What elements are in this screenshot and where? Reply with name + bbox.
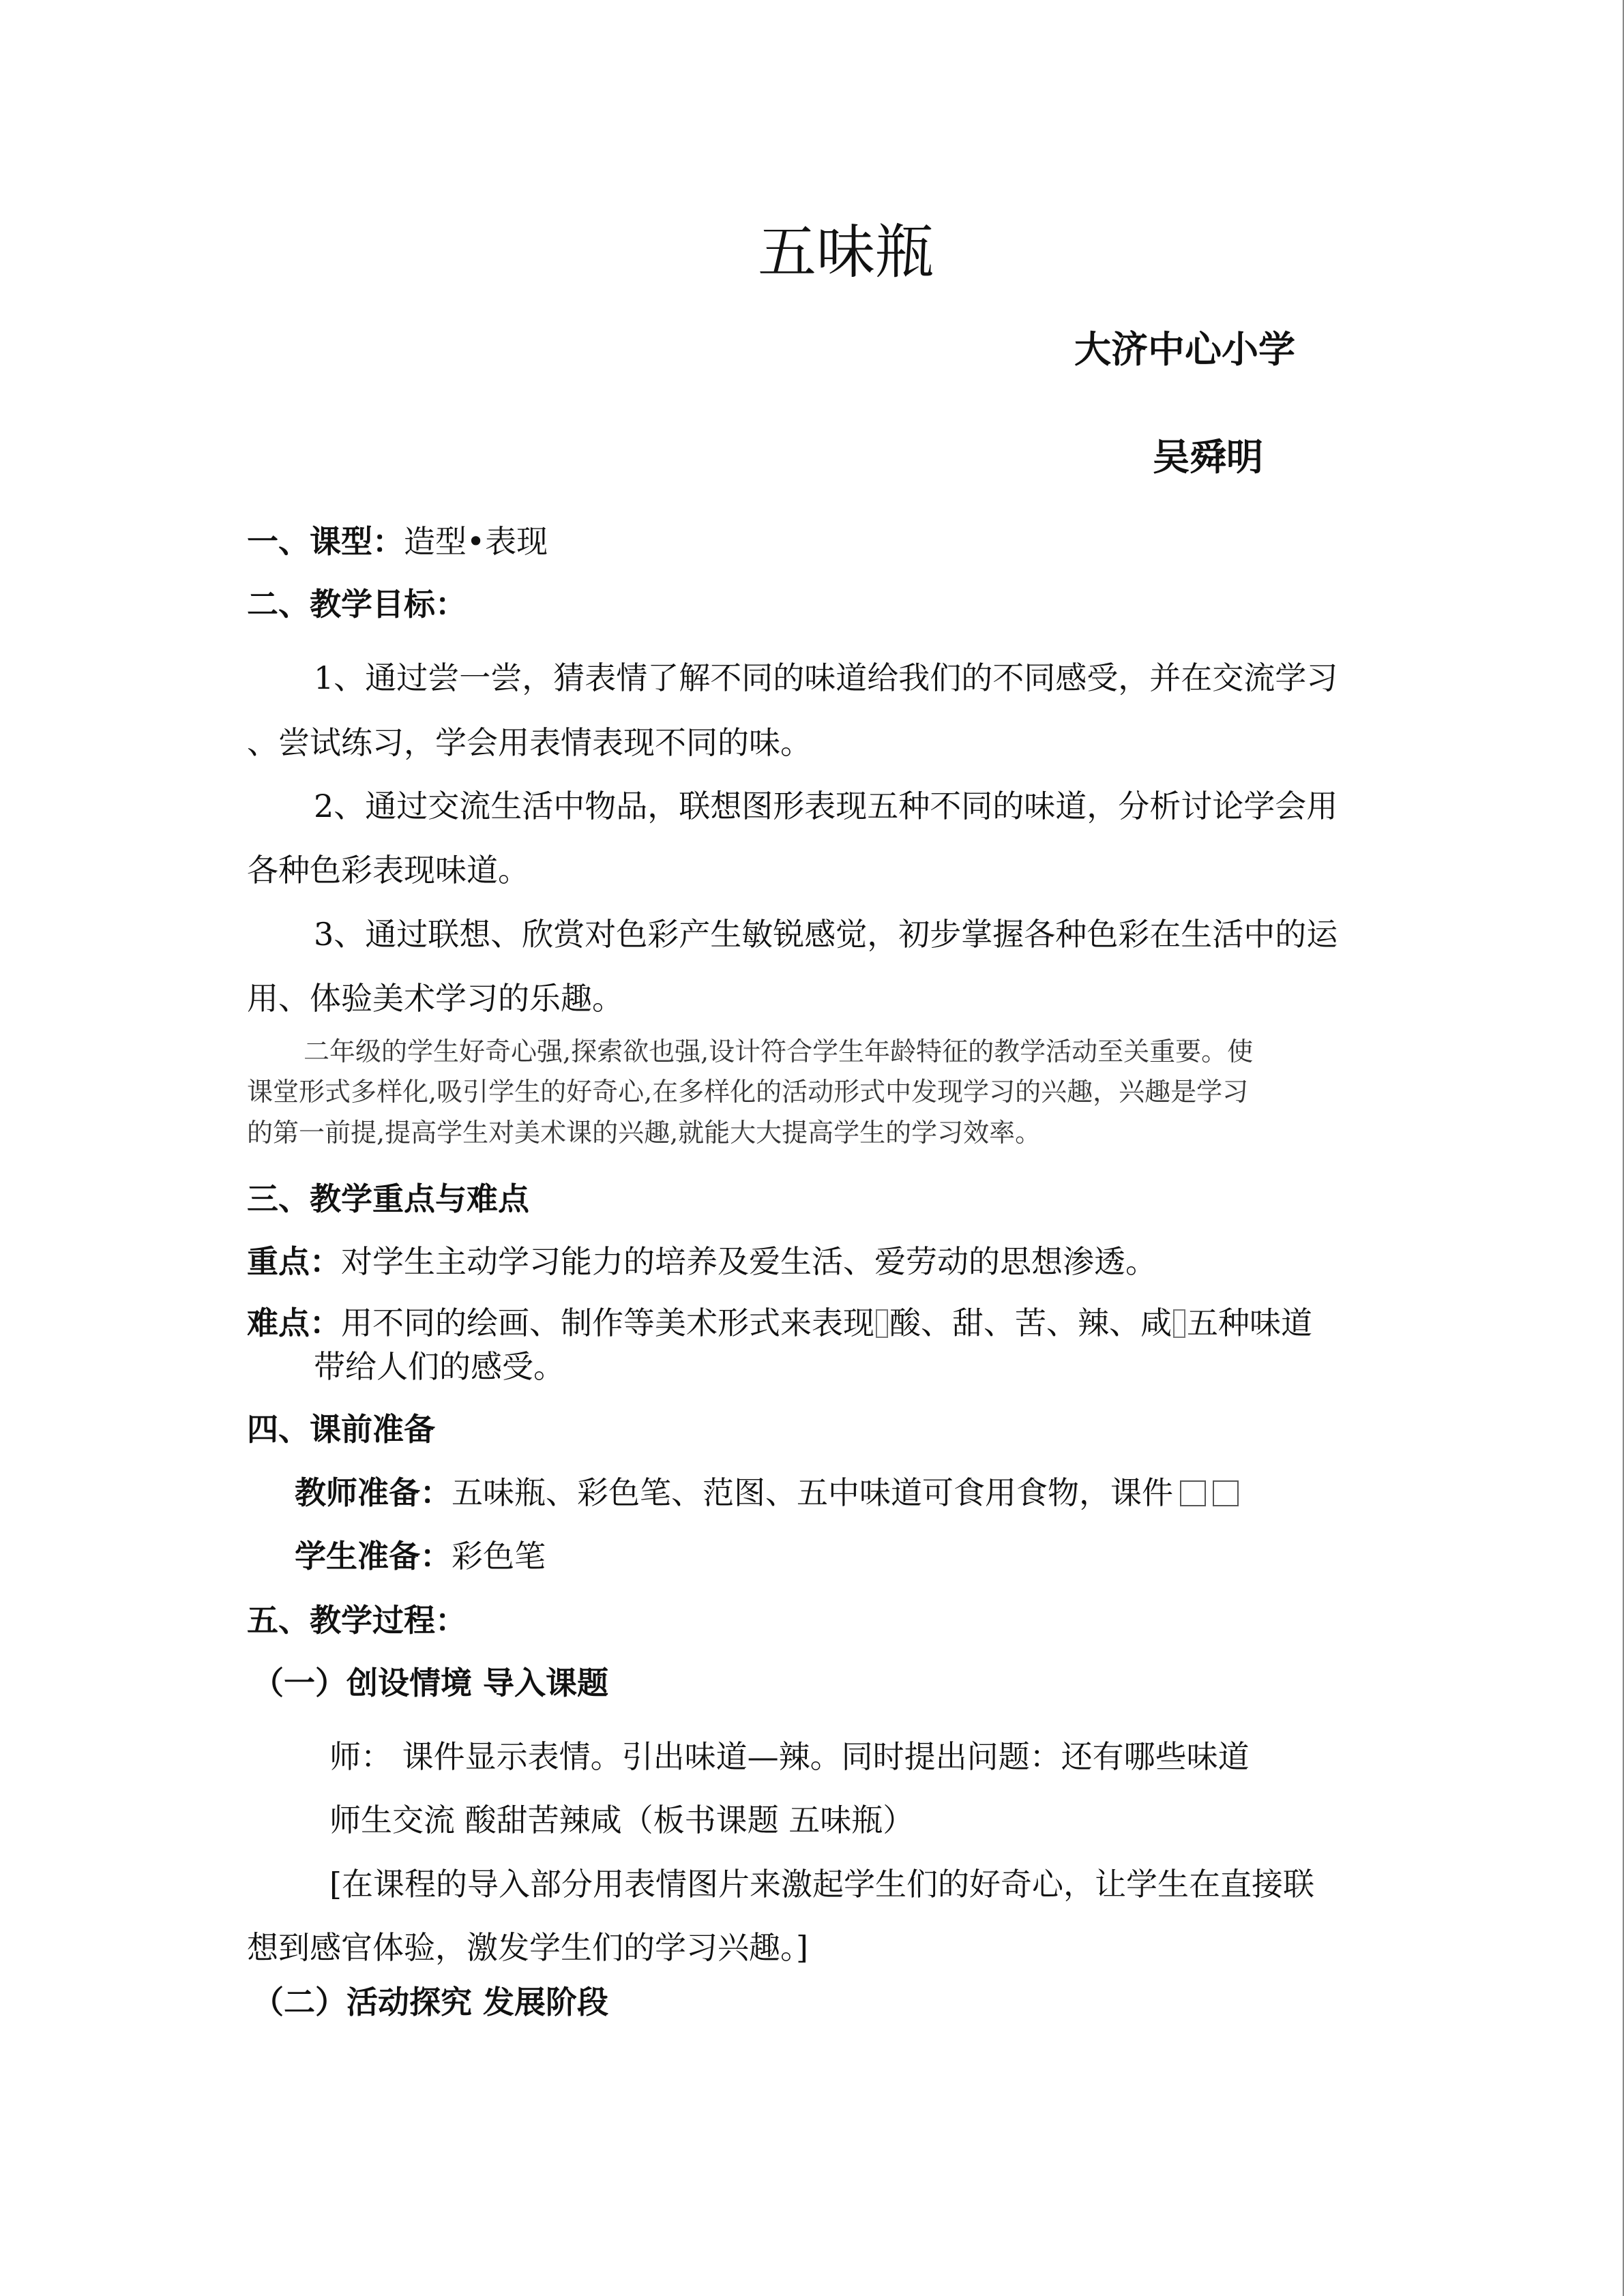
- key-point-text: 对学生主动学习能力的培养及爱生活、爱劳动的思想渗透。: [341, 1243, 1157, 1280]
- process-line-1: 师： 课件显示表情。引出味道—辣。同时提出问题：还有哪些味道: [329, 1738, 1250, 1775]
- part-1-heading: （一）创设情境 导入课题: [252, 1665, 609, 1701]
- section-value: 造型•表现: [404, 523, 548, 560]
- commentary-line-2: 想到感官体验，激发学生们的学习兴趣。]: [247, 1929, 808, 1966]
- goal-1-line-2: 、尝试练习，学会用表情表现不同的味。: [247, 724, 812, 761]
- placeholder-box-icon: [1213, 1480, 1239, 1506]
- process-line-2: 师生交流 酸甜苦辣咸（板书课题 五味瓶）: [329, 1802, 915, 1838]
- page-title: 五味瓶: [758, 218, 934, 286]
- goal-1-line-1: 1、通过尝一尝，猜表情了解不同的味道给我们的不同感受，并在交流学习: [314, 659, 1338, 696]
- student-preparation: [295, 1532, 546, 1577]
- teacher-prep-text: 五味瓶、彩色笔、范图、五中味道可食用食物，课件: [452, 1474, 1173, 1511]
- section-label: 一、课型：: [247, 523, 404, 560]
- section-lesson-type: [247, 517, 548, 562]
- goal-3-line-1: 3、通过联想、欣赏对色彩产生敏锐感觉，初步掌握各种色彩在生活中的运: [314, 916, 1338, 953]
- section-goals-heading: 二、教学目标：: [247, 586, 467, 623]
- placeholder-box-icon: [1180, 1480, 1206, 1506]
- author-name: 吴舜明: [1153, 436, 1263, 479]
- section-preparation-heading: 四、课前准备: [247, 1411, 435, 1448]
- goal-2-line-2: 各种色彩表现味道。: [247, 852, 529, 889]
- student-prep-text: 彩色笔: [452, 1538, 546, 1575]
- difficulty-text-1: 用不同的绘画、制作等美术形式来表现: [341, 1304, 874, 1341]
- difficulty-label: 难点：: [247, 1304, 341, 1341]
- difficulty-line-2: 带给人们的感受。: [314, 1348, 565, 1385]
- missing-glyph-icon: [876, 1309, 888, 1338]
- section-key-points-heading: 三、教学重点与难点: [247, 1180, 529, 1217]
- part-2-heading: （二）活动探究 发展阶段: [252, 1984, 609, 2021]
- commentary-line-1: [在课程的导入部分用表情图片来激起学生们的好奇心，让学生在直接联: [329, 1866, 1314, 1903]
- difficulty-text-3: 五种味道: [1187, 1304, 1312, 1341]
- key-point-label: 重点：: [247, 1243, 341, 1280]
- teacher-preparation: [295, 1468, 1239, 1513]
- note-line-3: 的第一前提,提高学生对美术课的兴趣,就能大大提高学生的学习效率。: [247, 1118, 1042, 1148]
- goal-2-line-1: 2、通过交流生活中物品，联想图形表现五种不同的味道，分析讨论学会用: [314, 788, 1338, 824]
- teacher-prep-label: 教师准备：: [295, 1474, 452, 1511]
- school-name: 大济中心小学: [1074, 328, 1295, 371]
- key-point: [247, 1237, 1157, 1282]
- section-process-heading: 五、教学过程：: [247, 1602, 467, 1639]
- difficulty-point: [247, 1298, 1312, 1343]
- student-prep-label: 学生准备：: [295, 1538, 452, 1575]
- difficulty-text-2: 酸、甜、苦、辣、咸: [889, 1304, 1172, 1341]
- note-line-2: 课堂形式多样化,吸引学生的好奇心,在多样化的活动形式中发现学习的兴趣，兴趣是学习: [247, 1077, 1249, 1107]
- note-line-1: 二年级的学生好奇心强,探索欲也强,设计符合学生年龄特征的教学活动至关重要。使: [304, 1037, 1254, 1067]
- missing-glyph-icon: [1173, 1309, 1185, 1338]
- goal-3-line-2: 用、体验美术学习的乐趣。: [247, 980, 623, 1017]
